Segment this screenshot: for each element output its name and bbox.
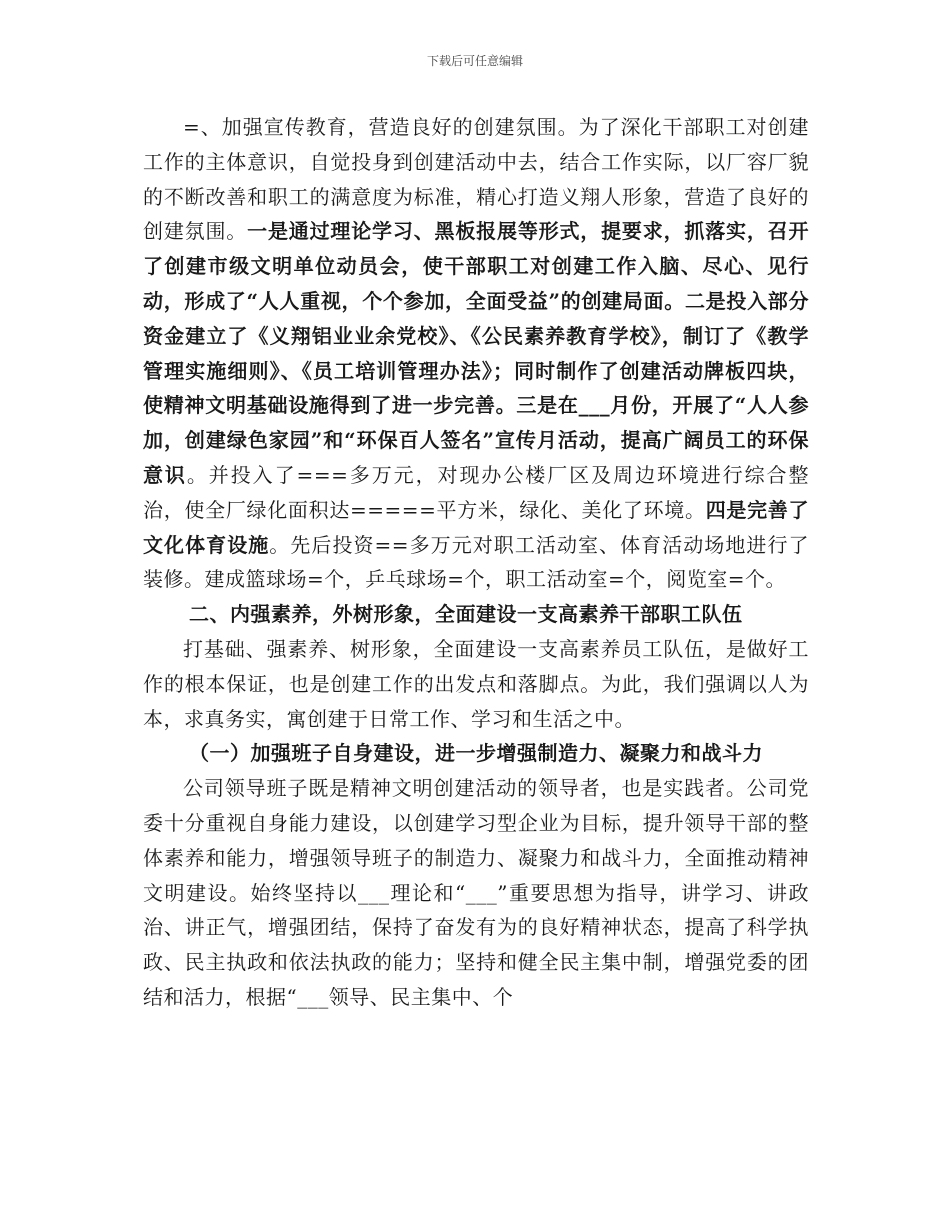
paragraph-foundation: 打基础、强素养、树形象，全面建设一支高素养员工队伍，是做好工作的根本保证，也是创建工作的出发点和落脚点。为此，我们强调以人为本，求真务实，寓创建于日常工作、学习和生活之中。	[143, 636, 809, 731]
paragraph-publicity-end: 。先后投资==多万元对职工活动室、体育活动场地进行了装修。建成篮球场=个，乒乓球场=个，职工活动室=个，阅览室=个。	[143, 532, 809, 592]
document-body	[143, 110, 809, 1015]
paragraph-publicity-bold-2: 四是完善了文化体育设施	[143, 497, 810, 557]
subsection-heading-1: （一）加强班子自身建设，进一步增强制造力、凝聚力和战斗力	[189, 741, 763, 766]
paragraph-leadership: 公司领导班子既是精神文明创建活动的领导者，也是实践者。公司党委十分重视自身能力建设，以创建学习型企业为目标，提升领导干部的整体素养和能力，增强领导班子的制造力、凝聚力和战斗力，全面推动精神文明建设。始终坚持以___理论和“___”重要思想为指导，讲学习、讲政治、讲正气，增强团结，保持了奋发有为的良好精神状态，提高了科学执政、民主执政和依法执政的能力；坚持和健全民主集中制，增强党委的团结和活力，根据“___领导、民主集中、个	[143, 776, 809, 1009]
paragraph-publicity-mid: 。并投入了===多万元，对现办公楼厂区及周边环境进行综合整治，使全厂绿化面积达=====平方米，绿化、美化了环境。	[143, 462, 809, 522]
section-heading-2: 二、内强素养，外树形象，全面建设一支高素养干部职工队伍	[189, 602, 743, 627]
page-header: 下载后可任意编辑	[426, 54, 523, 68]
paragraph-publicity-intro: =、加强宣传教育，营造良好的创建氛围。为了深化干部职工对创建工作的主体意识，自觉投身到创建活动中去，结合工作实际，以厂容厂貌的不断改善和职工的满意度为标准，精心打造义翔人形象，营造了良好的创建氛围。	[143, 115, 809, 244]
paragraph-publicity-bold-1: 一是通过理论学习、黑板报展等形式，提要求，抓落实，召开了创建市级文明单位动员会，使干部职工对创建工作入脑、尽心、见行动，形成了“人人重视，个个参加，全面受益”的创建局面。二是投入部分资金建立了《义翔铝业业余党校》、《公民素养教育学校》，制订了《教学管理实施细则》、《员工培训管理办法》；同时制作了创建活动牌板四块，使精神文明基础设施得到了进一步完善。三是在___月份，开展了“人人参加，创建绿色家园”和“环保百人签名”宣传月活动，提高广阔员工的环保意识	[143, 219, 810, 487]
paragraph-publicity	[143, 110, 809, 597]
